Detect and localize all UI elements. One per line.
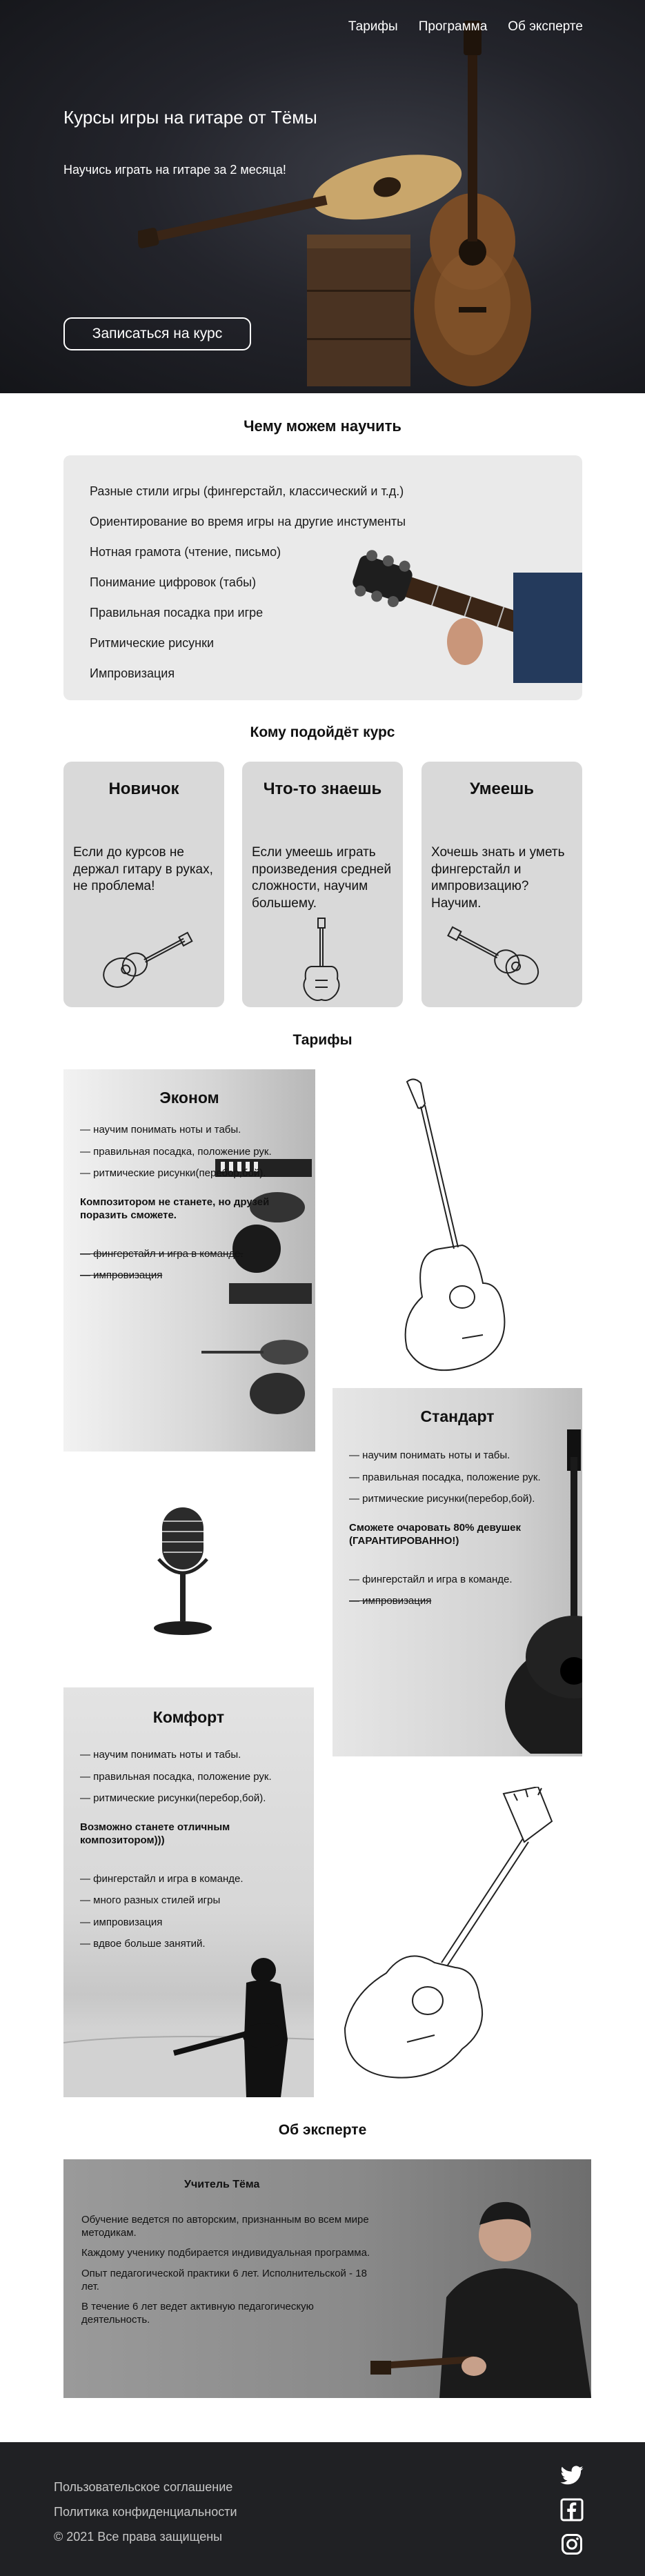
expert-paragraph: В течение 6 лет ведет активную педагогическую деятельность. xyxy=(81,2300,314,2326)
tariff-item: — научим понимать ноты и табы. xyxy=(80,1124,241,1136)
level-title: Что-то знаешь xyxy=(263,780,382,798)
expert-name: Учитель Тёма xyxy=(184,2179,260,2190)
nav-link-expert[interactable]: Об эксперте xyxy=(508,19,583,34)
top-nav xyxy=(348,19,583,34)
teach-card xyxy=(63,455,582,700)
tariff-item: — научим понимать ноты и табы. xyxy=(349,1449,510,1461)
expert-section-title: Об эксперте xyxy=(278,2122,367,2138)
list-item: Ориентирование во время игры на другие инстументы xyxy=(90,515,406,528)
level-title: Умеешь xyxy=(470,780,534,798)
instagram-icon[interactable] xyxy=(559,2532,584,2557)
level-card-advanced xyxy=(421,762,582,1007)
facebook-icon[interactable] xyxy=(559,2497,584,2522)
tariff-item: — правильная посадка, положение рук. xyxy=(349,1471,541,1483)
teacher-photo xyxy=(370,2159,591,2398)
twelve-string-guitar-sketch xyxy=(331,1787,559,2097)
list-item: Понимание цифровок (табы) xyxy=(90,575,257,589)
list-item: Разные стили игры (фингерстайл, классический и т.д.) xyxy=(90,484,404,498)
tariff-card-comfort xyxy=(63,1687,314,2097)
copyright: © 2021 Все права защищены xyxy=(54,2530,223,2544)
tariff-item: — правильная посадка, положение рук. xyxy=(80,1145,272,1158)
tariff-highlight: Композитором не станете, но друзей поразить сможете. xyxy=(80,1196,270,1221)
tariff-item: — ритмические рисунки(перебор,бой). xyxy=(80,1792,266,1804)
privacy-policy-link[interactable]: Политика конфиденциальности xyxy=(54,2505,237,2519)
tariff-item: — ритмические рисунки(перебор,бой). xyxy=(349,1493,535,1505)
tariff-name: Эконом xyxy=(159,1089,219,1107)
list-item: Нотная грамота (чтение, письмо) xyxy=(90,545,281,559)
expert-card xyxy=(63,2159,591,2398)
levels-title: Кому подойдёт курс xyxy=(250,724,395,740)
level-card-intermediate xyxy=(242,762,403,1007)
social-icons xyxy=(559,2463,584,2557)
tariff-item: — ритмические рисунки(перебор,бой). xyxy=(80,1167,266,1179)
list-item: Импровизация xyxy=(90,666,175,680)
tariff-item: — научим понимать ноты и табы. xyxy=(80,1749,241,1761)
tariff-item: — фингерстайл и игра в команде. xyxy=(349,1573,513,1585)
tariff-item: — вдвое больше занятий. xyxy=(80,1938,206,1950)
tariff-highlight: Сможете очаровать 80% девушек (ГАРАНТИРОВАННО!) xyxy=(349,1521,521,1547)
tariffs-title: Тарифы xyxy=(292,1032,353,1048)
tariff-items xyxy=(80,1748,301,1959)
acoustic-guitar-sketch xyxy=(386,1076,524,1380)
list-item: Ритмические рисунки xyxy=(90,636,214,650)
expert-text xyxy=(81,2213,371,2333)
guitar-neck-image xyxy=(334,531,582,697)
level-title: Новичок xyxy=(108,780,179,798)
tariff-item: — много разных стилей игры xyxy=(80,1894,221,1906)
footer-links xyxy=(54,2480,237,2555)
level-text: Хочешь знать и уметь фингерстайл и импровизацию? Научим. xyxy=(431,845,565,911)
enroll-button[interactable]: Записаться на курс xyxy=(63,317,251,350)
microphone-image xyxy=(148,1504,217,1642)
footer xyxy=(0,2442,645,2576)
tariff-name: Комфорт xyxy=(152,1708,225,1726)
tariff-excluded-item: — импровизация xyxy=(80,1269,163,1281)
teach-title: Чему можем научить xyxy=(244,417,401,435)
tariff-item: — правильная посадка, положение рук. xyxy=(80,1770,272,1783)
expert-paragraph: Опыт педагогической практики 6 лет. Исполнительской - 18 лет. xyxy=(81,2267,367,2292)
level-card-beginner xyxy=(63,762,224,1007)
guitar-icon xyxy=(84,920,195,996)
tariff-item: — импровизация xyxy=(80,1916,163,1928)
tariff-items xyxy=(80,1123,294,1291)
hero-subtitle: Научись играть на гитаре за 2 месяца! xyxy=(63,163,286,177)
nav-link-tariffs[interactable]: Тарифы xyxy=(348,19,398,34)
hero-section xyxy=(0,0,645,393)
list-item: Правильная посадка при игре xyxy=(90,606,264,620)
electric-guitar-icon xyxy=(297,917,346,1005)
tariff-excluded-item: — импровизация xyxy=(349,1595,432,1607)
tariff-highlight: Возможно станете отличным композитором))) xyxy=(80,1821,230,1846)
hero-title: Курсы игры на гитаре от Тёмы xyxy=(63,107,317,128)
guitarist-silhouette xyxy=(63,1950,314,2097)
tariff-items xyxy=(349,1449,577,1616)
tariff-excluded-item: — фингерстайл и игра в команде. xyxy=(80,1247,244,1260)
tariff-item: — фингерстайл и игра в команде. xyxy=(80,1872,244,1885)
guitar-icon xyxy=(442,920,559,996)
expert-paragraph: Обучение ведется по авторским, признанным во всем мире методикам. xyxy=(81,2214,369,2239)
tariff-card-standard xyxy=(333,1388,582,1756)
twitter-icon[interactable] xyxy=(559,2463,584,2488)
level-text: Если умеешь играть произведения средней сложности, научим большему. xyxy=(252,845,392,911)
level-text: Если до курсов не держал гитару в руках, не проблема! xyxy=(73,845,213,894)
user-agreement-link[interactable]: Пользовательское соглашение xyxy=(54,2480,233,2494)
expert-paragraph: Каждому ученику подбирается индивидуальная программа. xyxy=(81,2247,370,2259)
tariff-card-econom xyxy=(63,1069,315,1452)
tariff-name: Стандарт xyxy=(420,1407,495,1425)
nav-link-program[interactable]: Программа xyxy=(418,19,488,34)
